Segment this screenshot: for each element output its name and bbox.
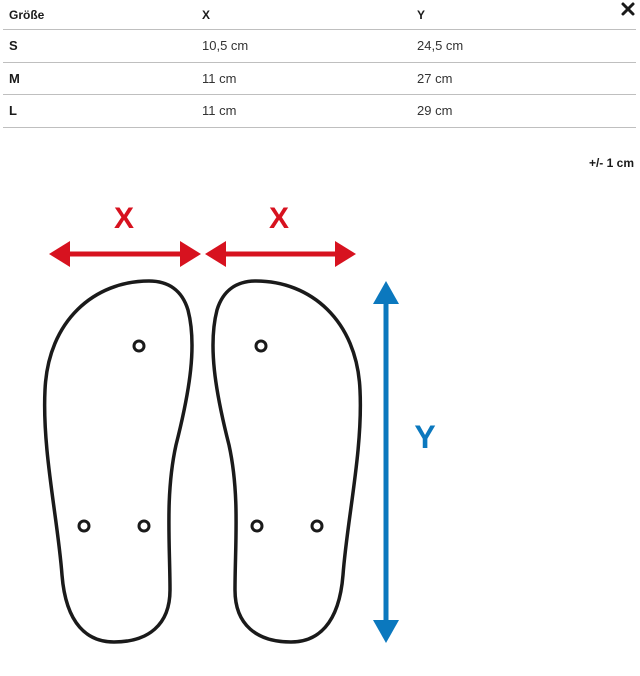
y-dimension-arrow (373, 281, 399, 643)
tolerance-note: +/- 1 cm (588, 156, 634, 170)
row-size: L (9, 103, 17, 119)
row-size: M (9, 70, 20, 86)
toe-post-hole-right (256, 341, 266, 351)
strap-hole-left-inner (139, 521, 149, 531)
row-y-value: 24,5 cm (417, 38, 464, 54)
header-x: X (202, 7, 211, 22)
row-y-value: 27 cm (417, 70, 453, 86)
right-sole-outline (213, 281, 360, 642)
x-dimension-label-right: X (268, 202, 290, 235)
row-x-value: 11 cm (202, 70, 237, 86)
strap-hole-left-outer (79, 521, 89, 531)
header-y: Y (417, 7, 426, 22)
header-size: Größe (9, 7, 45, 22)
left-sole-outline (45, 281, 192, 642)
x-dimension-arrow-left (49, 241, 201, 267)
x-dimension-arrow-right (205, 241, 356, 267)
strap-hole-right-outer (312, 521, 322, 531)
row-y-value: 29 cm (417, 103, 453, 119)
toe-post-hole-left (134, 341, 144, 351)
row-x-value: 10,5 cm (202, 38, 249, 54)
strap-hole-right-inner (252, 521, 262, 531)
x-dimension-label-left: X (113, 202, 135, 235)
row-x-value: 11 cm (202, 103, 237, 119)
row-size: S (9, 38, 18, 54)
y-dimension-label: Y (414, 419, 436, 455)
